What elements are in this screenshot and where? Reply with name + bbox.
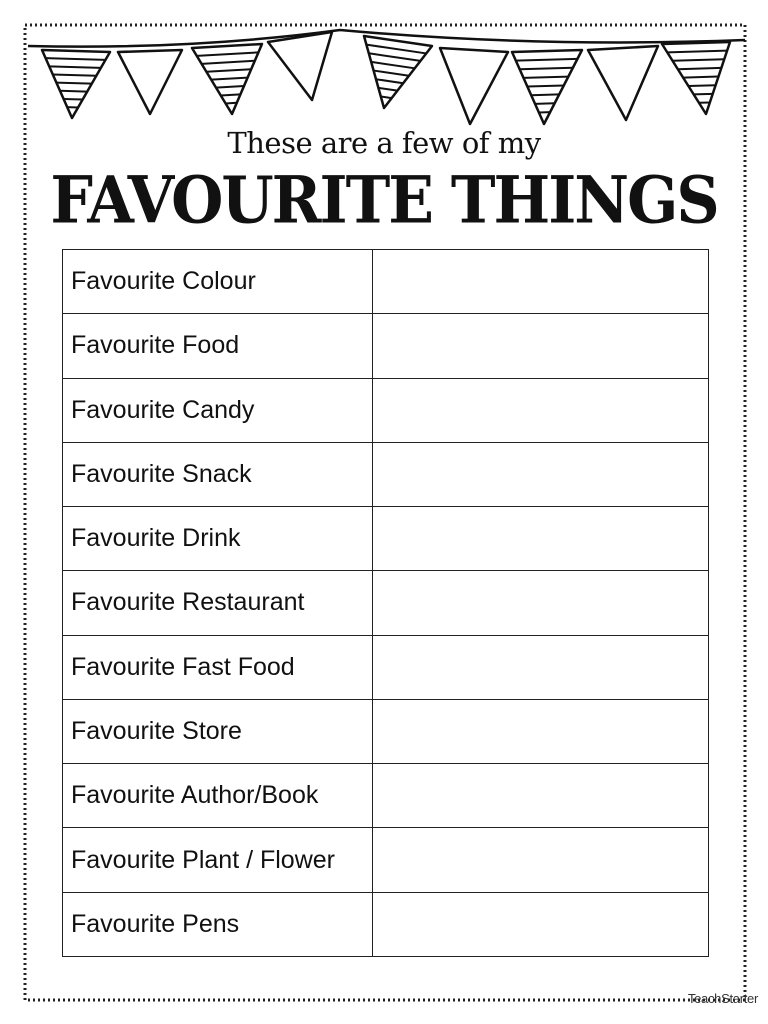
bunting-stripe [226, 103, 237, 104]
row-label: Favourite Restaurant [63, 571, 373, 635]
bunting-stripe [535, 103, 555, 104]
bunting-stripe [678, 68, 722, 69]
bunting-stripe [688, 85, 715, 86]
answer-field[interactable] [373, 892, 709, 956]
answer-field[interactable] [373, 378, 709, 442]
bunting-flag [364, 36, 432, 108]
answer-field[interactable] [373, 250, 709, 314]
row-label: Favourite Candy [63, 378, 373, 442]
row-label: Favourite Plant / Flower [63, 828, 373, 892]
table-row [63, 635, 709, 699]
answer-field[interactable] [373, 507, 709, 571]
table-row [63, 571, 709, 635]
table-row [63, 250, 709, 314]
table-row [63, 378, 709, 442]
bunting-stripe [683, 77, 718, 78]
row-label: Favourite Fast Food [63, 635, 373, 699]
row-label: Favourite Colour [63, 250, 373, 314]
bunting-stripe [524, 77, 569, 78]
subtitle: These are a few of my [227, 126, 541, 160]
bunting-stripe [64, 99, 83, 100]
answer-field[interactable] [373, 635, 709, 699]
table-row [63, 892, 709, 956]
brand-logo: TeachStarter [687, 991, 758, 1006]
bunting-stripe [694, 94, 713, 95]
answer-field[interactable] [373, 314, 709, 378]
bunting-flag [118, 50, 182, 114]
table-row [63, 828, 709, 892]
row-label: Favourite Author/Book [63, 764, 373, 828]
bunting-stripe [531, 94, 559, 95]
bunting-flag [588, 46, 658, 120]
bunting-flags-icon [0, 0, 768, 140]
row-label: Favourite Store [63, 699, 373, 763]
answer-field[interactable] [373, 571, 709, 635]
answer-field[interactable] [373, 442, 709, 506]
bunting-stripe [527, 86, 563, 87]
row-label: Favourite Drink [63, 507, 373, 571]
bunting-flag [268, 32, 332, 100]
page-title: FAVOURITE THINGS [50, 163, 718, 239]
answer-field[interactable] [373, 699, 709, 763]
answer-field[interactable] [373, 764, 709, 828]
bunting-stripe [60, 91, 87, 92]
bunting-stripe [56, 83, 91, 84]
table-row [63, 764, 709, 828]
answer-field[interactable] [373, 828, 709, 892]
row-label: Favourite Snack [63, 442, 373, 506]
bunting-stripe [53, 74, 97, 75]
table-row [63, 507, 709, 571]
row-label: Favourite Food [63, 314, 373, 378]
table-row [63, 314, 709, 378]
table-row [63, 699, 709, 763]
favourites-table [62, 249, 709, 957]
row-label: Favourite Pens [63, 892, 373, 956]
table-row [63, 442, 709, 506]
bunting-stripe [221, 94, 241, 95]
bunting-flag [440, 48, 508, 124]
